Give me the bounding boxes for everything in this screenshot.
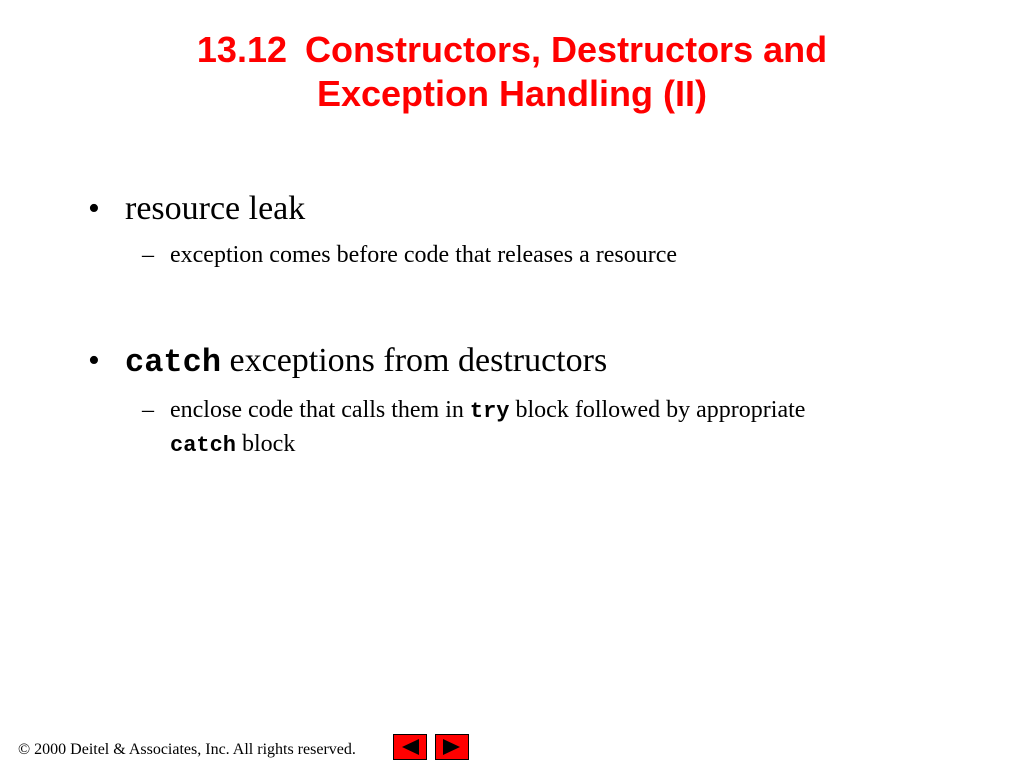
next-slide-button[interactable] bbox=[435, 734, 469, 760]
sub-bullet-text bbox=[170, 394, 962, 462]
right-triangle-icon bbox=[436, 735, 468, 759]
sub-text-part-1: enclose code that calls them in bbox=[170, 397, 470, 423]
left-triangle-icon bbox=[394, 735, 426, 759]
sub-text-part-2: block followed by appropriate bbox=[509, 397, 806, 423]
bullet-resource-leak bbox=[88, 189, 305, 229]
sub-bullet-dash: – bbox=[142, 242, 154, 268]
copyright-symbol: © bbox=[18, 741, 31, 758]
sub-text-part-3: block bbox=[236, 431, 296, 457]
bullet-dot: • bbox=[88, 342, 100, 379]
code-try: try bbox=[469, 399, 510, 424]
sub-bullet-resource-leak bbox=[142, 239, 942, 272]
copyright-text: 2000 Deitel & Associates, Inc. All rights reserved. bbox=[30, 741, 356, 758]
bullet-catch-destructors bbox=[88, 341, 607, 383]
code-catch: catch bbox=[170, 433, 237, 458]
title-line-1 bbox=[0, 28, 1024, 72]
copyright-footer bbox=[18, 740, 356, 760]
title-text-1: Constructors, Destructors and bbox=[305, 29, 828, 70]
bullet-dot: • bbox=[88, 190, 100, 227]
sub-bullet-text: exception comes before code that releases a resource bbox=[170, 242, 678, 268]
section-number: 13.12 bbox=[196, 29, 287, 70]
sub-bullet-enclose-code bbox=[142, 394, 962, 462]
bullet-code-catch: catch bbox=[125, 344, 222, 381]
sub-bullet-dash: – bbox=[142, 397, 154, 423]
title-line-2: Exception Handling (II) bbox=[316, 73, 707, 114]
slide-title bbox=[0, 28, 1024, 116]
previous-slide-button[interactable] bbox=[393, 734, 427, 760]
bullet-text: resource leak bbox=[125, 190, 306, 227]
bullet-text: exceptions from destructors bbox=[221, 342, 608, 379]
